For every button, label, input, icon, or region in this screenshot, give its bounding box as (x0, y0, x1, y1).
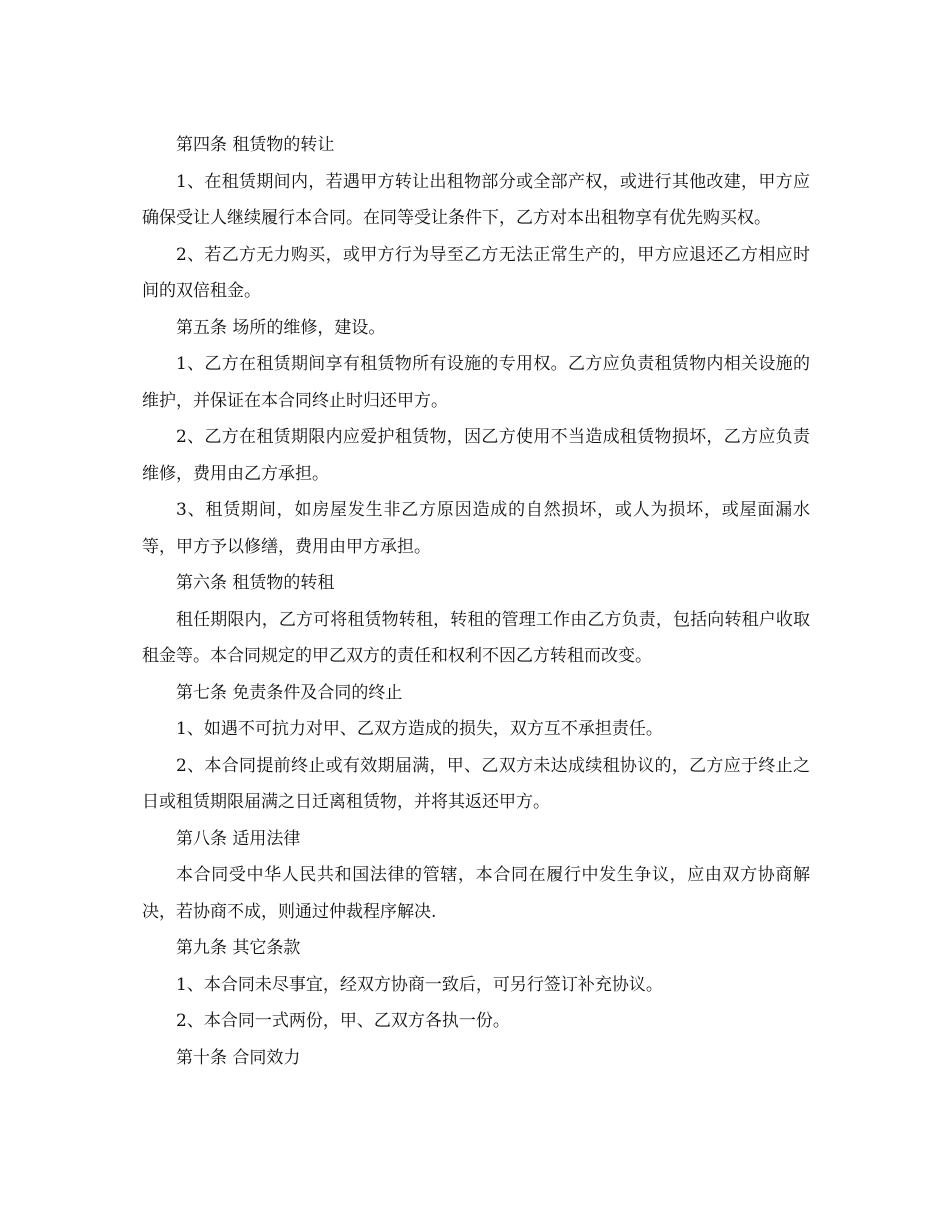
article-4-clause-1: 1、在租赁期间内，若遇甲方转让出租物部分或全部产权，或进行其他改建，甲方应确保受让人继续履行本合同。在同等受让条件下，乙方对本出租物享有优先购买权。 (142, 171, 810, 228)
article-5-clause-3: 3、租赁期间，如房屋发生非乙方原因造成的自然损坏，或人为损坏，或屋面漏水等，甲方予以修缮，费用由甲方承担。 (142, 500, 810, 557)
article-4-heading: 第四条 租赁物的转让 (176, 135, 335, 155)
article-4-clause-2: 2、若乙方无力购买，或甲方行为导至乙方无法正常生产的，甲方应退还乙方相应时间的双倍租金。 (142, 244, 810, 301)
article-6-body: 租任期限内，乙方可将租赁物转租，转租的管理工作由乙方负责，包括向转租户收取租金等。本合同规定的甲乙双方的责任和权利不因乙方转租而改变。 (142, 609, 810, 666)
article-8-body: 本合同受中华人民共和国法律的管辖，本合同在履行中发生争议，应由双方协商解决，若协商不成，则通过仲裁程序解决. (142, 865, 810, 922)
article-5-clause-1: 1、乙方在租赁期间享有租赁物所有设施的专用权。乙方应负责租赁物内相关设施的维护，并保证在本合同终止时归还甲方。 (142, 354, 810, 411)
article-9-clause-2: 2、本合同一式两份，甲、乙双方各执一份。 (176, 1011, 510, 1031)
article-6-heading: 第六条 租赁物的转租 (176, 573, 335, 593)
article-9-heading: 第九条 其它条款 (176, 938, 301, 958)
article-5-heading: 第五条 场所的维修，建设。 (176, 317, 386, 338)
article-7-clause-2: 2、本合同提前终止或有效期届满，甲、乙双方未达成续租协议的，乙方应于终止之日或租赁期限届满之日迁离租赁物，并将其返还甲方。 (142, 755, 810, 812)
article-8-heading: 第八条 适用法律 (176, 828, 301, 849)
article-10-heading: 第十条 合同效力 (176, 1047, 301, 1068)
document-body (142, 127, 810, 1076)
article-7-clause-1: 1、如遇不可抗力对甲、乙双方造成的损失，双方互不承担责任。 (176, 719, 663, 739)
article-7-heading: 第七条 免责条件及合同的终止 (176, 682, 403, 703)
article-5-clause-2: 2、乙方在租赁期限内应爱护租赁物，因乙方使用不当造成租赁物损坏，乙方应负责维修，费用由乙方承担。 (142, 427, 810, 484)
article-9-clause-1: 1、本合同未尽事宜，经双方协商一致后，可另行签订补充协议。 (176, 974, 663, 995)
